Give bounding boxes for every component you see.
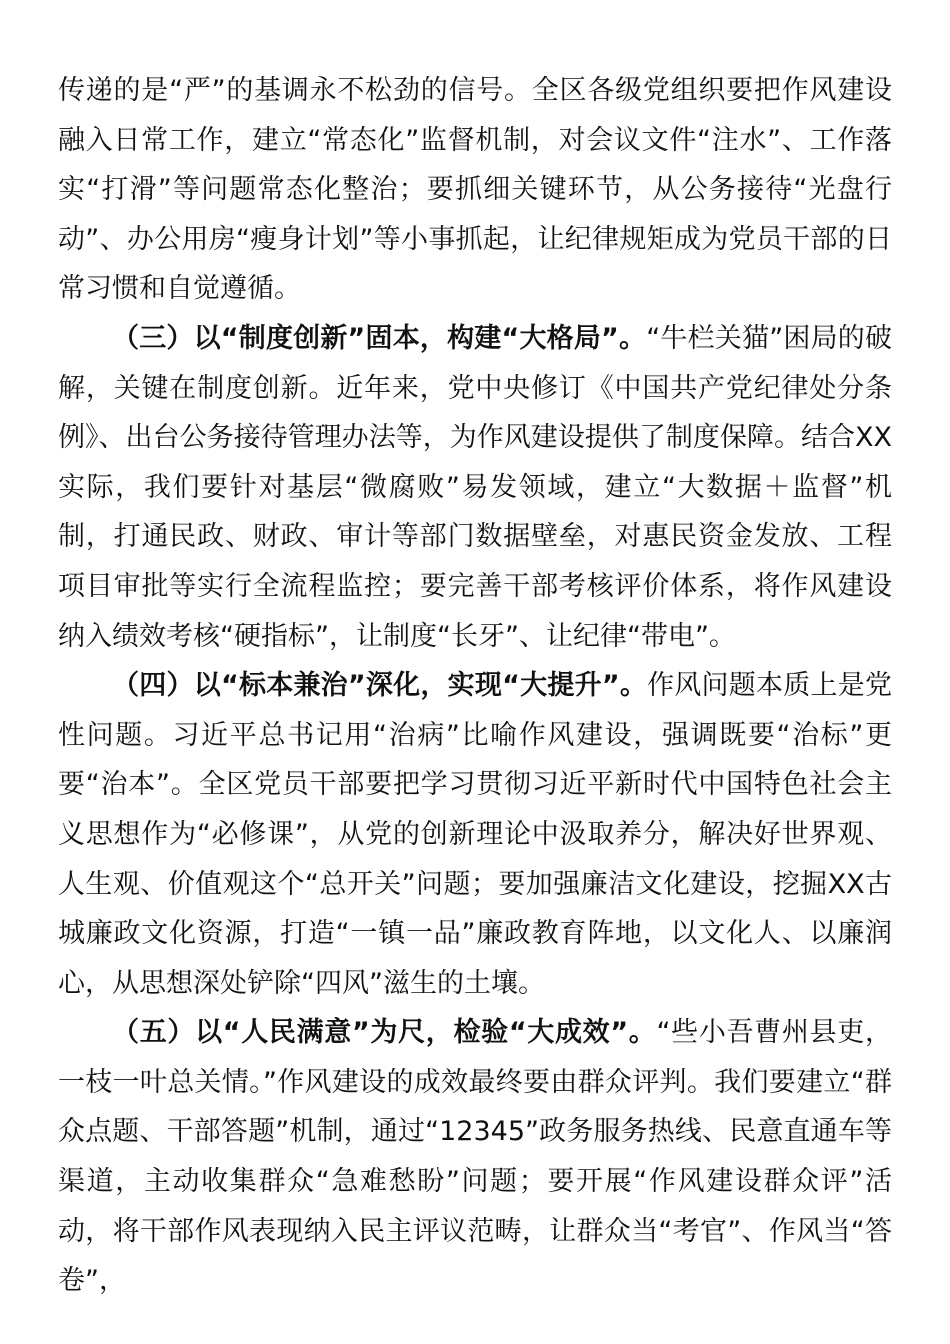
paragraph-body: “牛栏关猫”困局的破解，关键在制度创新。近年来，党中央修订《中国共产党纪律处分条例》、出台公务接待管理办法等，为作风建设提供了制度保障。结合XX实际，我们要针对基层“微腐败”易发领域，建立“大数据＋监督”机制，打通民政、财政、审计等部门数据壁垒，对惠民资金发放、工程项目审批等实行全流程监控；要完善干部考核评价体系，将作风建设纳入绩效考核“硬指标”，让制度“长牙”、让纪律“带电”。 [58,322,892,652]
section-heading-3: （三）以“制度创新”固本，构建“大格局”。 [112,322,647,354]
paragraph-section-4 [58,661,892,1008]
paragraph-body: “些小吾曹州县吏，一枝一叶总关情。”作风建设的成效最终要由群众评判。我们要建立“群众点题、干部答题”机制，通过“12345”政务服务热线、民意直通车等渠道，主动收集群众“急难愁盼”问题；要开展“作风建设群众评”活动，将干部作风表现纳入民主评议范畴，让群众当“考官”、作风当“答卷”， [58,1017,892,1297]
section-heading-4: （四）以“标本兼治”深化，实现“大提升”。 [112,670,648,702]
paragraph-section-5 [58,1008,892,1306]
paragraph-body: 传递的是“严”的基调永不松劲的信号。全区各级党组织要把作风建设融入日常工作，建立“常态化”监督机制，对会议文件“注水”、工作落实“打滑”等问题常态化整治；要抓细关键环节，从公务接待“光盘行动”、办公用房“瘦身计划”等小事抓起，让纪律规矩成为党员干部的日常习惯和自觉遵循。 [58,75,892,305]
paragraph-continuation [58,66,892,314]
document-page [58,66,892,1306]
section-heading-5: （五）以“人民满意”为尺，检验“大成效”。 [112,1017,657,1049]
paragraph-section-3 [58,314,892,661]
paragraph-body: 作风问题本质上是党性问题。习近平总书记用“治病”比喻作风建设，强调既要“治标”更要“治本”。全区党员干部要把学习贯彻习近平新时代中国特色社会主义思想作为“必修课”，从党的创新理论中汲取养分，解决好世界观、人生观、价值观这个“总开关”问题；要加强廉洁文化建设，挖掘XX古城廉政文化资源，打造“一镇一品”廉政教育阵地，以文化人、以廉润心，从思想深处铲除“四风”滋生的土壤。 [58,670,892,999]
